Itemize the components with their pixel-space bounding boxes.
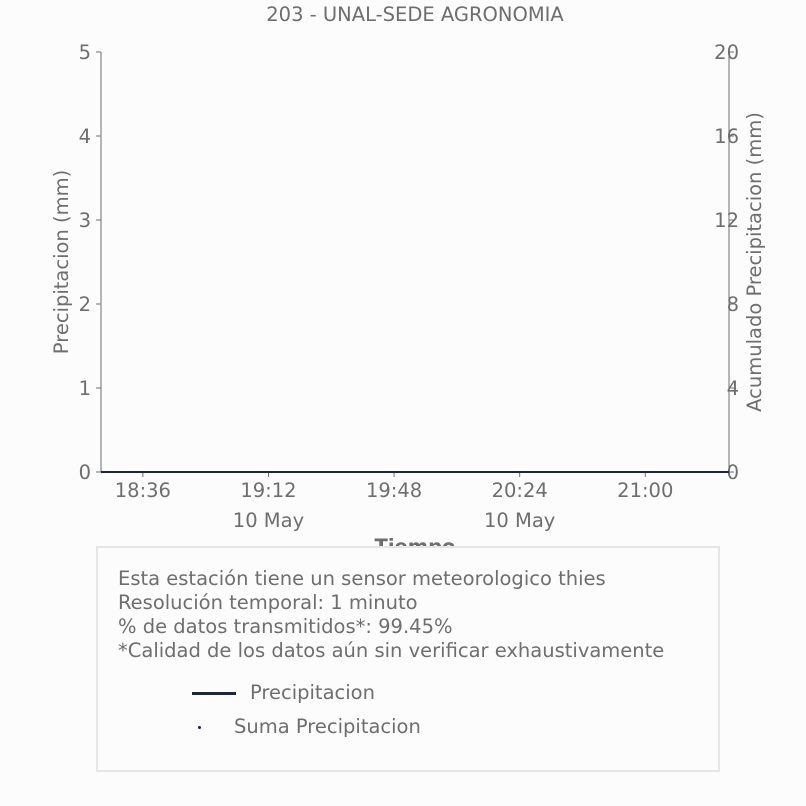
y-right-tick-label: 20 <box>714 41 739 64</box>
y-right-tick-label: 4 <box>726 377 739 400</box>
y-left-tick-label: 2 <box>78 293 91 316</box>
y-axis-right-label: Acumulado Precipitacion (mm) <box>743 112 766 412</box>
x-tick-date-label: 10 May <box>232 509 305 532</box>
y-right-tick-label: 0 <box>726 461 739 484</box>
y-axis-left-label: Precipitacion (mm) <box>50 169 73 355</box>
legend-item-suma-precipitacion <box>192 715 421 738</box>
info-legend-box <box>96 546 720 772</box>
info-line-transmitted: % de datos transmitidos*: 99.45% <box>118 615 453 638</box>
y-left-tick-label: 5 <box>78 41 91 64</box>
info-line-sensor: Esta estación tiene un sensor meteorologico thies <box>118 567 606 590</box>
y-left-tick-label: 3 <box>78 209 91 232</box>
y-right-tick-label: 12 <box>714 209 739 232</box>
chart-title: 203 - UNAL-SEDE AGRONOMIA <box>266 3 564 26</box>
x-tick-label: 18:36 <box>114 479 171 502</box>
x-tick-label: 20:24 <box>491 479 548 502</box>
info-line-resolution: Resolución temporal: 1 minuto <box>118 591 418 614</box>
legend-label-precipitacion: Precipitacion <box>250 681 375 704</box>
y-axis-left-ticks <box>79 41 101 484</box>
y-right-tick-label: 16 <box>714 125 739 148</box>
info-line-quality: *Calidad de los datos aún sin verificar exhaustivamente <box>118 639 665 662</box>
station-info <box>118 567 664 663</box>
legend-line-swatch <box>192 692 236 695</box>
x-tick-date-label: 10 May <box>484 509 556 532</box>
x-tick-label: 19:12 <box>240 479 297 502</box>
legend-label-suma-precipitacion: Suma Precipitacion <box>234 715 421 738</box>
y-left-tick-label: 0 <box>78 461 91 484</box>
x-tick-label: 21:00 <box>617 479 674 502</box>
legend-dot-swatch <box>198 726 201 729</box>
legend-item-precipitacion <box>192 681 375 704</box>
x-axis-ticks <box>115 472 674 532</box>
y-right-tick-label: 8 <box>726 293 739 316</box>
y-left-tick-label: 4 <box>78 125 91 148</box>
y-axis-right-ticks <box>714 41 739 484</box>
plot-frame <box>101 52 729 472</box>
y-left-tick-label: 1 <box>78 377 91 400</box>
x-tick-label: 19:48 <box>365 479 423 502</box>
